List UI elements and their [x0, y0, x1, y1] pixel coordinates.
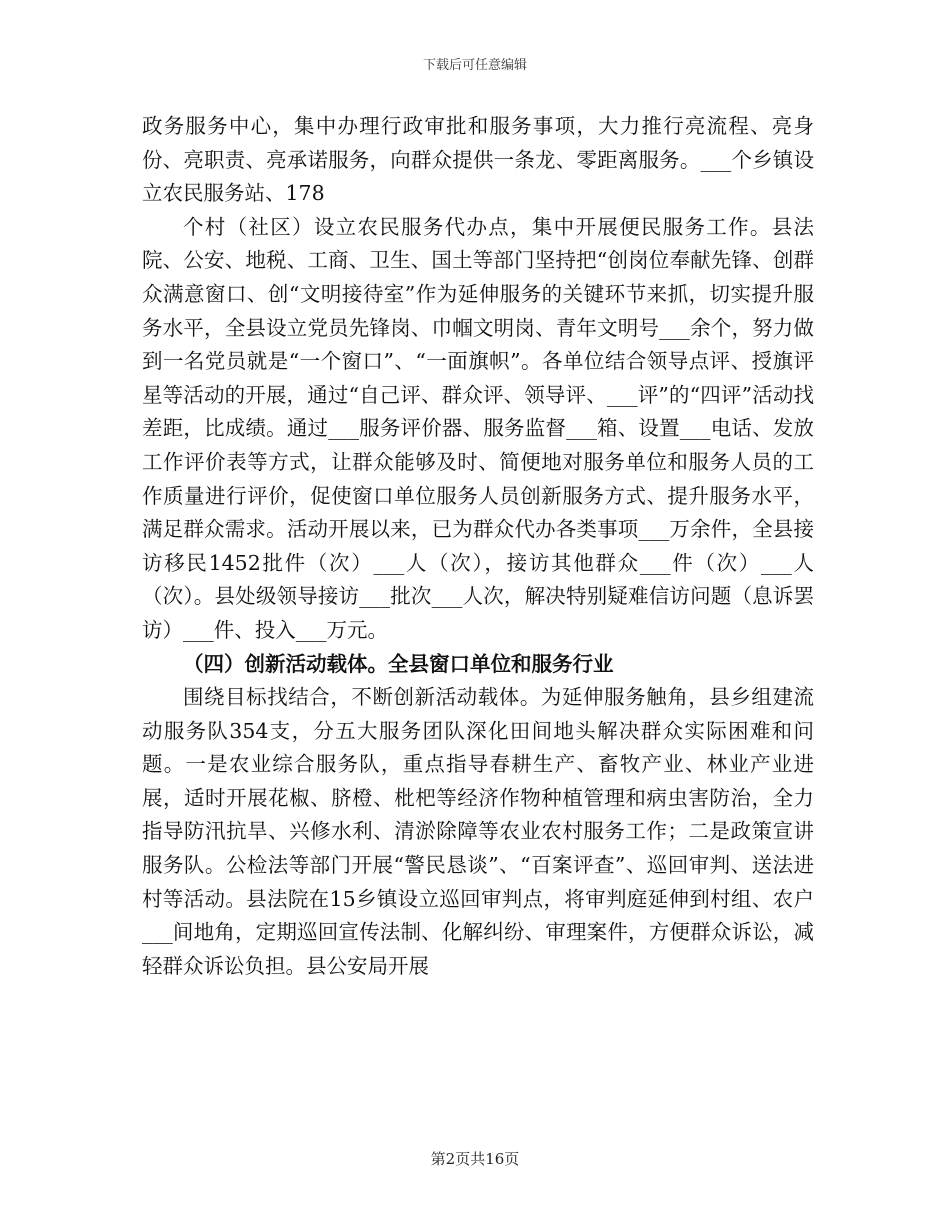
paragraph: 个村（社区）设立农民服务代办点，集中开展便民服务工作。县法院、公安、地税、工商、卫生、国土等部门坚持把“创岗位奉献先锋、创群众满意窗口、创“文明接待室”作为延伸服务的关键环节来抓，切实提升服务水平，全县设立党员先锋岗、巾帼文明岗、青年文明号___余个，努力做到一名党员就是“一个窗口”、“一面旗帜”。各单位结合领导点评、授旗评星等活动的开展，通过“自己评、群众评、领导评、___评”的“四评”活动找差距，比成绩。通过___服务评价器、服务监督___箱、设置___电话、发放工作评价表等方式，让群众能够及时、简便地对服务单位和服务人员的工作质量进行评价，促使窗口单位服务人员创新服务方式、提升服务水平，满足群众需求。活动开展以来，已为群众代办各类事项___万余件，全县接访移民1452批件（次）___人（次），接访其他群众___件（次）___人（次）。县处级领导接访___批次___人次，解决特别疑难信访问题（息诉罢访）___件、投入___万元。 [142, 214, 814, 642]
page-footer: 第2页共16页 [430, 1150, 520, 1168]
paragraph: 围绕目标找结合，不断创新活动载体。为延伸服务触角，县乡组建流动服务队354支，分五大服务团队深化田间地头解决群众实际困难和问题。一是农业综合服务队，重点指导春耕生产、畜牧产业、林业产业进展，适时开展花椒、脐橙、枇杷等经济作物种植管理和病虫害防治，全力指导防汛抗旱、兴修水利、清淤除障等农业农村服务工作；二是政策宣讲服务队。公检法等部门开展“警民恳谈”、“百案评查”、巡回审判、送法进村等活动。县法院在15乡镇设立巡回审判点，将审判庭延伸到村组、农户___间地角，定期巡回宣传法制、化解纠纷、审理案件，方便群众诉讼，减轻群众诉讼负担。县公安局开展 [142, 685, 814, 978]
page-header: 下载后可任意编辑 [422, 58, 527, 73]
paragraph: 政务服务中心，集中办理行政审批和服务事项，大力推行亮流程、亮身份、亮职责、亮承诺服务，向群众提供一条龙、零距离服务。___个乡镇设立农民服务站、178 [142, 114, 814, 206]
document-body [142, 110, 814, 983]
section-heading: （四）创新活动载体。全县窗口单位和服务行业 [183, 651, 614, 676]
